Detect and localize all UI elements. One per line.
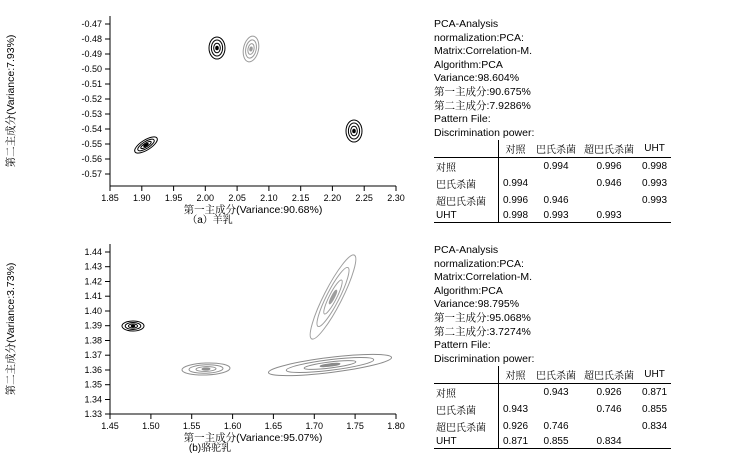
pca-info-line: normalization:PCA: xyxy=(434,257,524,270)
pca-info-line: Variance:98.604% xyxy=(434,72,520,85)
x-tick-label: 2.20 xyxy=(323,193,342,203)
table-cell: 0.996 xyxy=(503,195,529,206)
cluster-ultra-pasteurized xyxy=(304,251,363,343)
pca-info-line: 第一主成分:95.068% xyxy=(434,311,531,324)
table-cell xyxy=(532,175,580,192)
cluster-pasteurized xyxy=(182,362,230,376)
x-axis-tick-labels xyxy=(101,193,405,203)
y-tick-label: 1.43 xyxy=(84,261,102,272)
pca-info-line: 第二主成分:7.9286% xyxy=(434,99,531,112)
y-tick-label: -0.49 xyxy=(81,49,102,59)
table-cell: 0.926 xyxy=(503,421,529,432)
table-col-header: 巴氏杀菌 xyxy=(532,366,580,384)
pca-info-line: Matrix:Correlation-M. xyxy=(434,45,533,58)
table-cell: 0.871 xyxy=(642,387,668,398)
table-row xyxy=(434,192,671,209)
x-tick-label: 1.95 xyxy=(164,193,183,203)
scatter-plot-goat-milk xyxy=(0,0,420,215)
y-tick-label: 1.42 xyxy=(84,276,102,287)
y-axis-tick-labels xyxy=(81,19,102,179)
y-tick-label: -0.53 xyxy=(81,109,102,119)
cluster-ultra-pasteurized xyxy=(241,35,261,64)
pca-info-line: normalization:PCA: xyxy=(434,31,524,44)
x-tick-label: 1.90 xyxy=(133,193,151,203)
table-cell: 0.834 xyxy=(580,435,638,449)
y-tick-label: -0.47 xyxy=(81,19,102,29)
y-axis-ticks xyxy=(105,24,110,174)
x-axis-tick-labels xyxy=(101,421,405,431)
y-tick-label: -0.54 xyxy=(81,124,102,134)
y-tick-label: -0.52 xyxy=(81,94,102,104)
table-cell: 0.998 xyxy=(499,209,533,223)
table-row-header: 巴氏杀菌 xyxy=(434,401,499,418)
y-tick-label: 1.36 xyxy=(84,365,102,375)
x-axis-ticks xyxy=(110,414,396,419)
table-cell: 0.746 xyxy=(596,404,622,415)
table-row-header: 巴氏杀菌 xyxy=(434,175,499,192)
table-row xyxy=(434,158,671,176)
table-cell: 0.871 xyxy=(499,435,533,449)
y-tick-label: 1.40 xyxy=(84,306,102,316)
table-row xyxy=(434,175,671,192)
axes-frame xyxy=(110,16,396,186)
y-axis-tick-labels xyxy=(84,247,102,419)
plot-svg-goat-milk xyxy=(0,0,420,215)
x-axis-title: 第一主成分(Variance:95.07%) xyxy=(183,432,323,443)
y-tick-label: 1.41 xyxy=(84,291,102,302)
table-cell: 0.993 xyxy=(642,195,668,206)
table-row xyxy=(434,418,671,435)
table-col-header: UHT xyxy=(638,140,671,158)
pca-info-line: 第二主成分:3.7274% xyxy=(434,325,531,338)
table-col-header: 超巴氏杀菌 xyxy=(580,140,638,158)
table-row-header: UHT xyxy=(434,435,499,449)
table-cell: 0.834 xyxy=(642,421,668,432)
x-tick-label: 1.55 xyxy=(182,421,201,431)
y-tick-label: 1.35 xyxy=(84,379,102,390)
cluster-uht xyxy=(346,120,362,142)
panel-caption-b: (b)骆驼乳 xyxy=(188,443,232,454)
table-col-header: 巴氏杀菌 xyxy=(532,140,580,158)
discrimination-power-table-camel-milk xyxy=(434,366,671,449)
table-cell: 0.993 xyxy=(642,178,668,189)
table-cell: 0.943 xyxy=(543,387,569,398)
table-cell: 0.996 xyxy=(596,161,622,172)
x-tick-label: 2.05 xyxy=(228,193,246,203)
table-row-header: 超巴氏杀菌 xyxy=(434,418,499,435)
discrimination-power-table-goat-milk xyxy=(434,140,671,223)
y-axis-title: 第二主成分(Variance:3.73%) xyxy=(5,262,17,396)
x-tick-label: 2.00 xyxy=(196,193,215,203)
x-tick-label: 1.75 xyxy=(346,421,364,431)
table-cell: 0.746 xyxy=(543,421,569,432)
axes-frame xyxy=(110,244,396,414)
pca-info-line: Discrimination power: xyxy=(434,352,535,365)
pca-info-line: PCA-Analysis xyxy=(434,18,499,30)
table-cell: 0.993 xyxy=(532,209,580,223)
table-col-header: 对照 xyxy=(499,140,533,158)
table-cell xyxy=(638,435,671,449)
pca-info-line: Pattern File: xyxy=(434,113,491,126)
table-corner-cell xyxy=(434,366,499,384)
cluster-control xyxy=(122,321,144,331)
x-axis-ticks xyxy=(110,186,396,191)
table-row xyxy=(434,435,671,449)
table-corner-cell xyxy=(434,140,499,158)
y-tick-label: 1.33 xyxy=(84,409,102,419)
table-cell: 0.993 xyxy=(580,209,638,223)
table-row xyxy=(434,384,671,402)
pca-info-line: Algorithm:PCA xyxy=(434,58,503,71)
y-tick-label: -0.48 xyxy=(81,34,102,44)
y-tick-label: 1.39 xyxy=(84,320,102,331)
table-row-header: 超巴氏杀菌 xyxy=(434,192,499,209)
x-tick-label: 1.80 xyxy=(387,421,405,431)
x-tick-label: 2.30 xyxy=(387,193,405,203)
y-tick-label: 1.44 xyxy=(84,247,102,257)
x-tick-label: 1.85 xyxy=(101,193,119,203)
table-cell xyxy=(638,209,671,223)
y-axis-ticks xyxy=(105,252,110,414)
table-cell xyxy=(580,192,638,209)
x-tick-label: 1.65 xyxy=(264,421,283,431)
pca-info-line: Variance:98.795% xyxy=(434,298,520,311)
table-row-header: 对照 xyxy=(434,158,499,176)
table-row-header: UHT xyxy=(434,209,499,223)
x-axis-title: 第一主成分(Variance:90.68%) xyxy=(183,204,323,215)
pca-info-line: Discrimination power: xyxy=(434,126,535,139)
table-cell: 0.994 xyxy=(543,161,569,172)
cluster-control xyxy=(132,134,159,156)
table-cell: 0.855 xyxy=(642,404,668,415)
table-col-header: UHT xyxy=(638,366,671,384)
pca-info-line: Matrix:Correlation-M. xyxy=(434,271,533,284)
table-row xyxy=(434,209,671,223)
table-cell xyxy=(532,401,580,418)
pca-info-line: 第一主成分:90.675% xyxy=(434,85,531,98)
y-tick-label: 1.34 xyxy=(84,394,102,405)
table-row xyxy=(434,401,671,418)
cluster-pasteurized xyxy=(209,37,225,59)
table-col-header: 对照 xyxy=(499,366,533,384)
y-tick-label: -0.57 xyxy=(81,169,102,179)
y-axis-title: 第二主成分(Variance:7.93%) xyxy=(5,34,17,168)
x-tick-label: 2.15 xyxy=(291,193,310,203)
x-tick-label: 2.10 xyxy=(260,193,278,203)
table-cell: 0.926 xyxy=(596,387,622,398)
y-tick-label: 1.38 xyxy=(84,335,102,346)
pca-info-goat-milk xyxy=(434,18,534,140)
pca-info-line: Algorithm:PCA xyxy=(434,284,503,297)
y-tick-label: -0.50 xyxy=(81,64,102,74)
x-tick-label: 1.60 xyxy=(223,421,242,431)
x-tick-label: 1.50 xyxy=(142,421,160,431)
panel-camel-milk xyxy=(0,228,749,456)
table-cell: 0.855 xyxy=(532,435,580,449)
table-cell: 0.946 xyxy=(596,178,622,189)
y-tick-label: -0.56 xyxy=(81,154,102,164)
table-cell xyxy=(580,418,638,435)
table-cell: 0.946 xyxy=(543,195,569,206)
table-cell: 0.998 xyxy=(642,161,668,172)
table-cell: 0.943 xyxy=(503,404,529,415)
pca-info-line: PCA-Analysis xyxy=(434,244,499,256)
plot-svg-camel-milk xyxy=(0,228,420,443)
x-tick-label: 1.45 xyxy=(101,421,119,431)
x-tick-label: 1.70 xyxy=(305,421,324,431)
y-tick-label: -0.55 xyxy=(81,139,102,149)
table-cell: 0.994 xyxy=(503,178,529,189)
cluster-uht xyxy=(268,350,393,380)
table-cell xyxy=(499,158,533,176)
scatter-plot-camel-milk xyxy=(0,228,420,443)
table-row-header: 对照 xyxy=(434,384,499,402)
pca-info-line: Pattern File: xyxy=(434,339,491,352)
panel-caption-a: （a）羊乳 xyxy=(187,215,233,226)
y-tick-label: 1.37 xyxy=(84,350,102,361)
x-tick-label: 2.25 xyxy=(355,193,373,203)
pca-info-camel-milk xyxy=(434,244,534,366)
y-tick-label: -0.51 xyxy=(81,79,102,89)
table-cell xyxy=(499,384,533,402)
table-col-header: 超巴氏杀菌 xyxy=(580,366,638,384)
